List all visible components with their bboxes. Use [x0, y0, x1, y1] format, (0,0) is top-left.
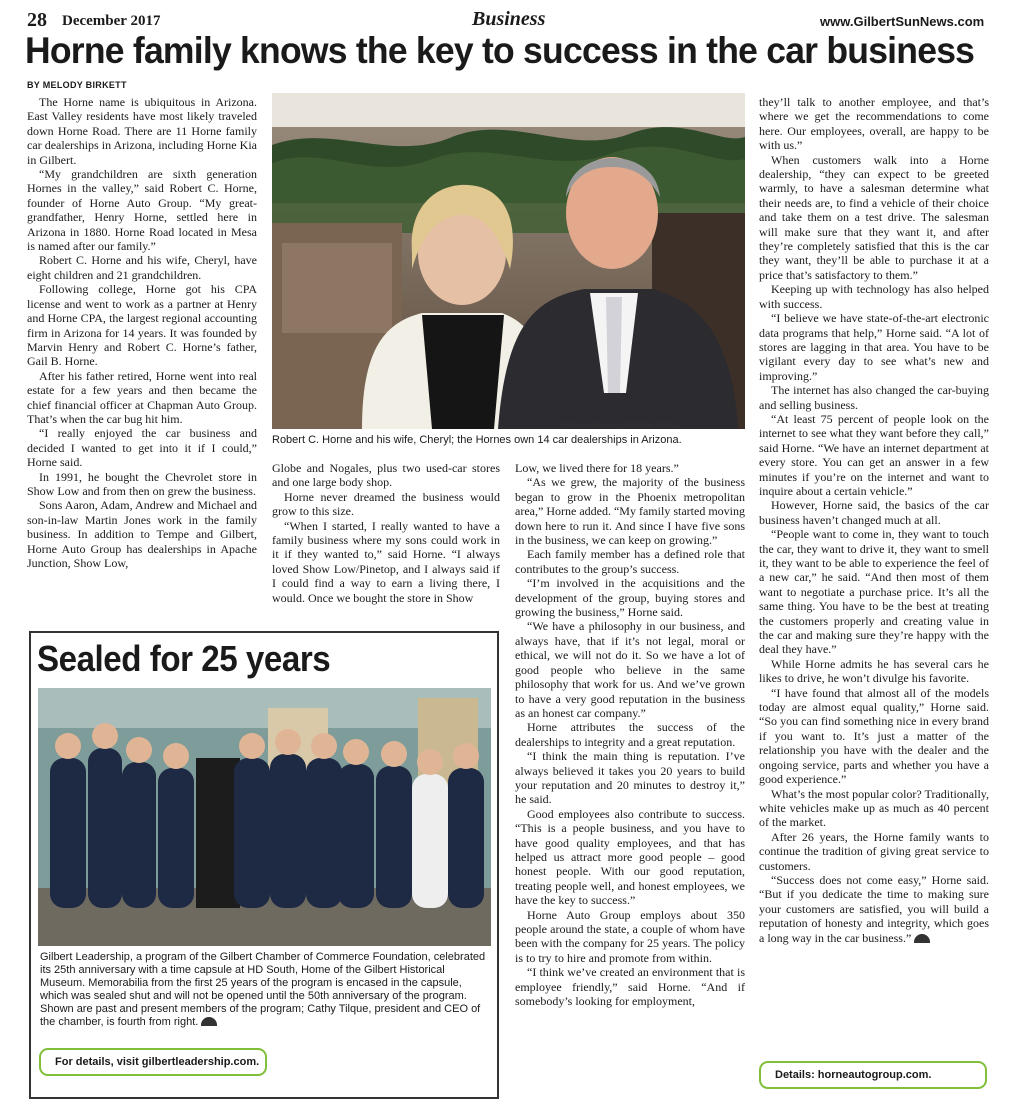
- paragraph: “My grandchildren are sixth generation Hornes in the valley,” said Robert C. Horne, founder of Horne Auto Group. “My great-grandfather, Henry Horne, settled here in Arizona in 1880. Horne Road located in Mesa is named after our family.”: [27, 167, 257, 254]
- article-column-1: [27, 95, 257, 630]
- paragraph: “I think we’ve created an environment that is employee friendly,” said Horne. “And if somebody’s looking for employment,: [515, 965, 745, 1009]
- paragraph: “I have found that almost all of the models today are almost equal quality,” Horne said. “So you can find something nice in every brand if you want to. It’s just a matter of the relationship you have with the dealer and the ongoing service, parts and whether you have a good experience.”: [759, 685, 989, 787]
- paragraph: The internet has also changed the car-buying and selling business.: [759, 383, 989, 412]
- details-link-horneautogroup[interactable]: Details: horneautogroup.com.: [759, 1061, 987, 1089]
- section-title: Business: [472, 8, 546, 30]
- article-column-2: [272, 461, 500, 627]
- paragraph: “Success does not come easy,” Horne said. “But if you dedicate the time to making sure your customers are satisfied, you will build a reputation of honesty and integrity, which goes a long way in the car business.”: [759, 872, 989, 945]
- end-mark-icon: [201, 1017, 217, 1026]
- page-number: 28: [27, 9, 47, 31]
- group-photo-illustration: [38, 688, 491, 946]
- paragraph: While Horne admits he has several cars he likes to drive, he won’t divulge his favorite.: [759, 656, 989, 686]
- paragraph: “I think the main thing is reputation. I’ve always believed it takes you 20 years to build your reputation and 20 minutes to destroy it,” he said.: [515, 749, 745, 807]
- paragraph: The Horne name is ubiquitous in Arizona. East Valley residents have most likely traveled down Horne Road. There are 11 Horne family car dealerships in Arizona, including Horne Kia in Gilbert.: [27, 95, 257, 167]
- paragraph: Following college, Horne got his CPA license and went to work as a partner at Henry and Horne CPA, the largest regional accounting firm in Arizona for 14 years. It was founded by Marvin Henry and Robert C. Horne’s father, Gail B. Horne.: [27, 282, 257, 369]
- issue-date: December 2017: [62, 13, 161, 29]
- paragraph: Robert C. Horne and his wife, Cheryl, have eight children and 21 grandchildren.: [27, 253, 257, 282]
- paragraph: After 26 years, the Horne family wants to continue the tradition of giving great service to customers.: [759, 829, 989, 873]
- website-link[interactable]: www.GilbertSunNews.com: [820, 14, 985, 29]
- paragraph: Horne attributes the success of the dealerships to integrity and a great reputation.: [515, 720, 745, 749]
- paragraph: What’s the most popular color? Traditionally, white vehicles make up as much as 40 percent of the market.: [759, 786, 989, 830]
- photo-credit: (Photo courtesy of the Horne family.): [560, 420, 680, 429]
- paragraph: Horne Auto Group employs about 350 people around the state, a couple of whom have been with the company for 25 years. The policy is to try to hire and promote from within.: [515, 907, 745, 965]
- paragraph: In 1991, he bought the Chevrolet store in Show Low and from then on grew the business.: [27, 469, 257, 498]
- paragraph: “I’m involved in the acquisitions and the development of the group, buying stores and growing the business,” Horne said.: [515, 576, 745, 620]
- end-mark-icon: [914, 934, 930, 943]
- paragraph: they’ll talk to another employee, and that’s where we get the recommendations to come here. Our employees, overall, are happy to be with us.”: [759, 95, 989, 153]
- group-photo: [38, 688, 491, 946]
- paragraph: Each family member has a defined role that contributes to the group’s success.: [515, 547, 745, 576]
- sidebar-title: Sealed for 25 years: [37, 638, 331, 679]
- paragraph: Low, we lived there for 18 years.”: [515, 461, 679, 475]
- paragraph: “I believe we have state-of-the-art electronic data programs that help,” Horne said. “A lot of stores are lagging in that area. You have to be vigilant every day to see what’s new and improving.”: [759, 311, 989, 383]
- paragraph: “People want to come in, they want to touch the car, they want to drive it, they want to smell it, they want to be able to experience the feel of a new car,” he said. “And then most of them want to negotiate a purchase price. It’s all the same thing. You have to be the best at treating the customers properly and creating value in the car and making sure they’re happy with the deal they have.”: [759, 527, 989, 657]
- article-column-3: [515, 461, 745, 1101]
- byline: BY MELODY BIRKETT: [27, 80, 127, 90]
- photo-illustration: [272, 93, 745, 429]
- paragraph: After his father retired, Horne went into real estate for a few years and then became the chief financial officer at Chapman Auto Group. That’s when the car bug hit him.: [27, 368, 257, 426]
- paragraph: “When I started, I really wanted to have a family business where my sons could work in it if they wanted to,” said Horne. “I always loved Show Low/Pinetop, and I always said if I could find a way to earn a living there, I would. Once we bought the store in Show: [272, 518, 500, 605]
- paragraph: “At least 75 percent of people look on the internet to see what they want before they call,” said Horne. “We have an internet department at every store. You can get an answer in a few minutes if you’re on the internet and want to inquire about a certain vehicle.”: [759, 411, 989, 498]
- article-headline: Horne family knows the key to success in the car business: [25, 30, 975, 71]
- paragraph: Good employees also contribute to success. “This is a people business, and you have to have good quality employees, and that has helped us attract more good people – good honest people. With our good reputation, treating people well, and honest employees, we have the key to success.”: [515, 806, 745, 908]
- paragraph: Keeping up with technology has also helped with success.: [759, 282, 989, 311]
- paragraph: However, Horne said, the basics of the car business haven’t changed much at all.: [759, 498, 989, 527]
- details-link-gilbertleadership[interactable]: For details, visit gilbertleadership.com.: [39, 1048, 267, 1076]
- article-column-4: [759, 95, 989, 1045]
- paragraph: Horne never dreamed the business would grow to this size.: [272, 489, 500, 519]
- paragraph: When customers walk into a Horne dealership, “they can expect to be greeted warmly, to have a salesman determine what their needs are, to find a vehicle of their choice and take them on a test drive. The salesman will make sure that they want it, and after they’re completely satisfied that this is the car they want, they’ll be able to purchase it at a price that’s satisfactory to them.”: [759, 152, 989, 282]
- paragraph: “I really enjoyed the car business and decided I wanted to get into it if I could,” Horne said.: [27, 426, 257, 470]
- paragraph: “We have a philosophy in our business, and always have, that if it’s not legal, moral or ethical, we will not do it. So we have a lot of good people who believe in the same philosophy that work for us. And we’ve grown to have a very good reputation in the business as an honest car company.”: [515, 619, 745, 720]
- paragraph: Globe and Nogales, plus two used-car stores and one large body shop.: [272, 461, 500, 490]
- photo-caption: Robert C. Horne and his wife, Cheryl; the Hornes own 14 car dealerships in Arizona.: [272, 434, 682, 446]
- sidebar-caption: Gilbert Leadership, a program of the Gilbert Chamber of Commerce Foundation, celebrated its 25th anniversary with a time capsule at HD South, Home of the Gilbert Historical Museum. Memorabilia from the first 25 years of the program is encased in the capsule, which was sealed shut and will not be opened until the 50th anniversary of the program. Shown are past and present members of the program; Cathy Tilque, president and CEO of the chamber, is fourth from right.: [40, 951, 486, 1028]
- paragraph: Sons Aaron, Adam, Andrew and Michael and son-in-law Martin Jones work in the family business. In addition to Tempe and Gilbert, Horne Auto Group has dealerships in Apache Junction, Show Low,: [27, 498, 257, 570]
- horne-couple-photo: [272, 93, 745, 429]
- paragraph: “As we grew, the majority of the business began to grow in the Phoenix metropolitan area,” Horne added. “My family started moving down here to run it. And since I have five sons in the business, we can keep on growing.”: [515, 475, 745, 548]
